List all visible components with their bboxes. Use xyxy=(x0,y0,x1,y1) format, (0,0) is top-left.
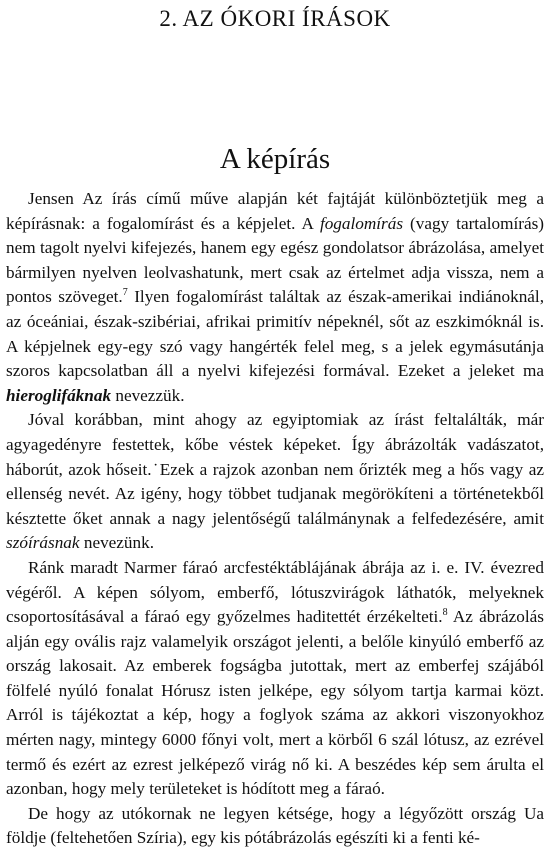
paragraph-4-text-a: De hogy az utókornak ne legyen kétsége, hogy a légyőzött ország Ua földje (feltehetően Szíria), egy kis pótábrázolás egészíti ki a fenti ké- xyxy=(6,803,544,848)
paragraph-4 xyxy=(6,802,544,851)
paragraph-1 xyxy=(6,187,544,408)
term-hieroglifaknak: hieroglifáknak xyxy=(6,385,112,405)
paragraph-1-text-b: (vagy tartalomírás) nem tagolt nyelvi kifejezés, hanem egy egész gondolatsor ábrázolása, amelyet bármilyen nyelven leolvashatunk, mert csak az értelmet adja vissza, nem a pontos szöveget. xyxy=(6,213,544,307)
section-title: A képírás xyxy=(219,143,331,175)
term-fogalomiras: fogalomírás xyxy=(319,213,404,233)
paragraph-3-text-b: Az ábrázolás alján egy ovális rajz valamelyik országot jelenti, a belőle kinyúló emberfő az ország lakosait. Az emberek fogságba jutottak, mert az emberfej szájából fölfelé nyúló fonalat Hórusz isten jelképe, egy sólyom tartja karmai közt. Arról is tájékoztat a kép, hogy a foglyok száma az akkori viszonyokhoz mérten nagy, mintegy 6000 főnyi volt, mert a körből 6 szál lótusz, az ezrével termő és ezért az ezrest jelképező virág nő ki. A beszédes kép sem árulta el azonban, hogy mely területeket is hódított meg a fáraó. xyxy=(6,607,544,799)
paragraph-2 xyxy=(6,408,544,556)
paragraph-1-text-d: nevezzük. xyxy=(111,385,185,405)
term-szoirasnak: szóírásnak xyxy=(6,533,80,553)
paragraph-2-text-a: Jóval korábban, mint ahogy az egyiptomiak az írást feltalálták, már agyagedényre festettek, kőbe véstek képeket. Így ábrázolták vadászatot, háborút, azok hőseit.˙Ezek a rajzok azonban nem őrizték meg a hős vagy az ellenség nevét. Az igény, hogy többet tudjanak megörökíteni a történetekből késztette őket annak a nagy jelentőségű találmánynak a felfedezésére, amit xyxy=(6,410,544,528)
body-text xyxy=(6,187,544,851)
paragraph-2-text-b: nevezünk. xyxy=(79,533,154,553)
paragraph-1-text-c: Ilyen fogalomírást találtak az észak-amerikai indiánoknál, az óceániai, észak-szibériai, afrikai primitív népeknél, sőt az eszkimóknál is. A képjelnek egy-egy szó vagy hangérték felel meg, s a jelek egymásutánja szoros kapcsolatban áll a nyelvi kifejezési formával. Ezeket a jeleket ma xyxy=(6,287,544,381)
chapter-title: 2. AZ ÓKORI ÍRÁSOK xyxy=(159,6,391,31)
paragraph-3-text-a: Ránk maradt Narmer fáraó arcfestéktáblájának ábrája az i. e. IV. évezred végéről. A képen sólyom, emberfő, lótuszvirágok láthatók, melyeknek csoportosításával a fáraó egy győzelmes haditettét érzékelteti. xyxy=(6,557,544,627)
footnote-ref-8: 8 xyxy=(442,607,448,619)
paragraph-1-text-a: Jensen Az írás című műve alapján két fajtáját különböztetjük meg a képírásnak: a fogalomírást és a képjelet. A xyxy=(6,189,544,233)
paragraph-3 xyxy=(6,556,544,802)
footnote-ref-7: 7 xyxy=(122,287,128,299)
